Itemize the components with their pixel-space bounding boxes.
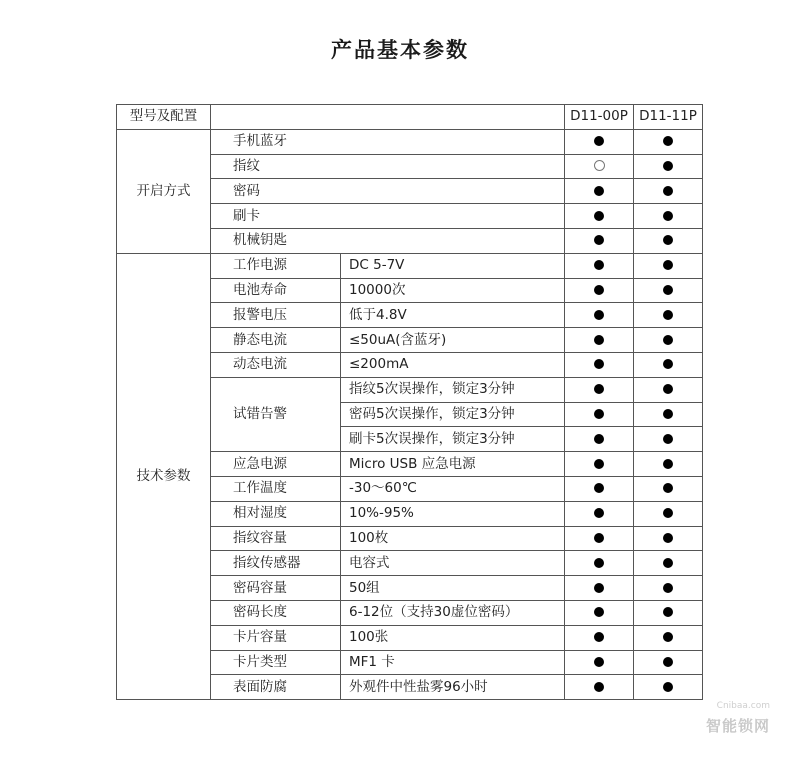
model-b-mark (634, 476, 703, 501)
filled-circle-icon (594, 384, 604, 394)
model-a-mark (565, 377, 634, 402)
item-value: 外观件中性盐雾96小时 (341, 675, 565, 700)
item-value: 指纹5次误操作，锁定3分钟 (341, 377, 565, 402)
item-value: MF1 卡 (341, 650, 565, 675)
filled-circle-icon (663, 459, 673, 469)
item-value: ≤200mA (341, 352, 565, 377)
filled-circle-icon (594, 235, 604, 245)
model-b-mark (634, 650, 703, 675)
item-label: 手机蓝牙 (211, 129, 565, 154)
item-value: 10%-95% (341, 501, 565, 526)
header-row (117, 105, 703, 130)
header-blank (211, 105, 565, 130)
model-a-mark (565, 576, 634, 601)
model-b-mark (634, 675, 703, 700)
model-a-mark (565, 352, 634, 377)
filled-circle-icon (594, 508, 604, 518)
model-b-mark (634, 129, 703, 154)
filled-circle-icon (594, 335, 604, 345)
model-a-mark (565, 625, 634, 650)
model-a-mark (565, 476, 634, 501)
item-value: 6-12位（支持30虚位密码） (341, 600, 565, 625)
item-label: 应急电源 (211, 452, 341, 477)
filled-circle-icon (594, 409, 604, 419)
item-label: 表面防腐 (211, 675, 341, 700)
filled-circle-icon (663, 607, 673, 617)
header-config-label: 型号及配置 (117, 105, 211, 130)
filled-circle-icon (663, 682, 673, 692)
filled-circle-icon (663, 558, 673, 568)
filled-circle-icon (594, 310, 604, 320)
filled-circle-icon (663, 161, 673, 171)
filled-circle-icon (594, 260, 604, 270)
item-value: 100枚 (341, 526, 565, 551)
model-a-mark (565, 402, 634, 427)
model-a-mark (565, 179, 634, 204)
item-label: 动态电流 (211, 352, 341, 377)
model-a-mark (565, 650, 634, 675)
filled-circle-icon (663, 235, 673, 245)
item-value: 10000次 (341, 278, 565, 303)
filled-circle-icon (663, 384, 673, 394)
item-label: 机械钥匙 (211, 228, 565, 253)
model-b-mark (634, 576, 703, 601)
item-value: 低于4.8V (341, 303, 565, 328)
model-b-mark (634, 228, 703, 253)
group-open-label: 开启方式 (117, 129, 211, 253)
filled-circle-icon (594, 459, 604, 469)
filled-circle-icon (663, 657, 673, 667)
item-label: 电池寿命 (211, 278, 341, 303)
filled-circle-icon (663, 583, 673, 593)
model-a-mark (565, 526, 634, 551)
model-b-mark (634, 278, 703, 303)
filled-circle-icon (594, 583, 604, 593)
filled-circle-icon (663, 434, 673, 444)
model-a-mark (565, 600, 634, 625)
model-a-mark (565, 253, 634, 278)
model-a-mark (565, 278, 634, 303)
model-b-mark (634, 204, 703, 229)
filled-circle-icon (663, 508, 673, 518)
item-label: 卡片类型 (211, 650, 341, 675)
filled-circle-icon (594, 434, 604, 444)
model-b-mark (634, 402, 703, 427)
filled-circle-icon (663, 186, 673, 196)
filled-circle-icon (663, 285, 673, 295)
model-b-mark (634, 452, 703, 477)
filled-circle-icon (663, 409, 673, 419)
filled-circle-icon (663, 533, 673, 543)
model-b-mark (634, 303, 703, 328)
header-model-b: D11-11P (634, 105, 703, 130)
filled-circle-icon (594, 285, 604, 295)
table-row (117, 253, 703, 278)
model-b-mark (634, 427, 703, 452)
filled-circle-icon (594, 186, 604, 196)
filled-circle-icon (594, 682, 604, 692)
item-value: Micro USB 应急电源 (341, 452, 565, 477)
item-label: 卡片容量 (211, 625, 341, 650)
model-b-mark (634, 253, 703, 278)
filled-circle-icon (663, 335, 673, 345)
item-label: 指纹传感器 (211, 551, 341, 576)
model-b-mark (634, 526, 703, 551)
item-label: 指纹 (211, 154, 565, 179)
item-label: 工作温度 (211, 476, 341, 501)
filled-circle-icon (594, 211, 604, 221)
group-tech-label: 技术参数 (117, 253, 211, 699)
item-value: ≤50uA(含蓝牙) (341, 328, 565, 353)
filled-circle-icon (594, 359, 604, 369)
page-title: 产品基本参数 (331, 38, 469, 62)
item-label: 密码容量 (211, 576, 341, 601)
item-label: 密码长度 (211, 600, 341, 625)
model-a-mark (565, 303, 634, 328)
filled-circle-icon (663, 211, 673, 221)
model-b-mark (634, 328, 703, 353)
model-a-mark (565, 328, 634, 353)
item-value: 100张 (341, 625, 565, 650)
model-b-mark (634, 625, 703, 650)
table-row (117, 129, 703, 154)
watermark (705, 701, 770, 736)
item-value: DC 5-7V (341, 253, 565, 278)
item-value: -30～60℃ (341, 476, 565, 501)
filled-circle-icon (594, 657, 604, 667)
filled-circle-icon (663, 260, 673, 270)
model-a-mark (565, 501, 634, 526)
model-a-mark (565, 154, 634, 179)
spec-table (116, 104, 703, 700)
header-model-a: D11-00P (565, 105, 634, 130)
model-a-mark (565, 129, 634, 154)
item-label: 静态电流 (211, 328, 341, 353)
filled-circle-icon (594, 607, 604, 617)
item-label: 密码 (211, 179, 565, 204)
model-b-mark (634, 377, 703, 402)
model-a-mark (565, 551, 634, 576)
model-a-mark (565, 427, 634, 452)
item-label: 相对湿度 (211, 501, 341, 526)
item-value: 电容式 (341, 551, 565, 576)
filled-circle-icon (594, 483, 604, 493)
item-label: 刷卡 (211, 204, 565, 229)
model-a-mark (565, 675, 634, 700)
filled-circle-icon (663, 310, 673, 320)
model-b-mark (634, 179, 703, 204)
item-label: 报警电压 (211, 303, 341, 328)
filled-circle-icon (594, 558, 604, 568)
item-label: 试错告警 (211, 377, 341, 451)
model-a-mark (565, 228, 634, 253)
item-value: 密码5次误操作，锁定3分钟 (341, 402, 565, 427)
filled-circle-icon (594, 632, 604, 642)
item-label: 工作电源 (211, 253, 341, 278)
model-b-mark (634, 501, 703, 526)
item-label: 指纹容量 (211, 526, 341, 551)
model-b-mark (634, 600, 703, 625)
filled-circle-icon (594, 533, 604, 543)
filled-circle-icon (663, 483, 673, 493)
model-b-mark (634, 154, 703, 179)
hollow-circle-icon (594, 160, 605, 171)
model-a-mark (565, 452, 634, 477)
filled-circle-icon (663, 632, 673, 642)
filled-circle-icon (663, 136, 673, 146)
watermark-domain: Cnibaa.com (716, 701, 770, 711)
model-b-mark (634, 551, 703, 576)
watermark-text: 智能锁网 (705, 717, 770, 735)
filled-circle-icon (594, 136, 604, 146)
model-a-mark (565, 204, 634, 229)
model-b-mark (634, 352, 703, 377)
item-value: 刷卡5次误操作，锁定3分钟 (341, 427, 565, 452)
filled-circle-icon (663, 359, 673, 369)
item-value: 50组 (341, 576, 565, 601)
